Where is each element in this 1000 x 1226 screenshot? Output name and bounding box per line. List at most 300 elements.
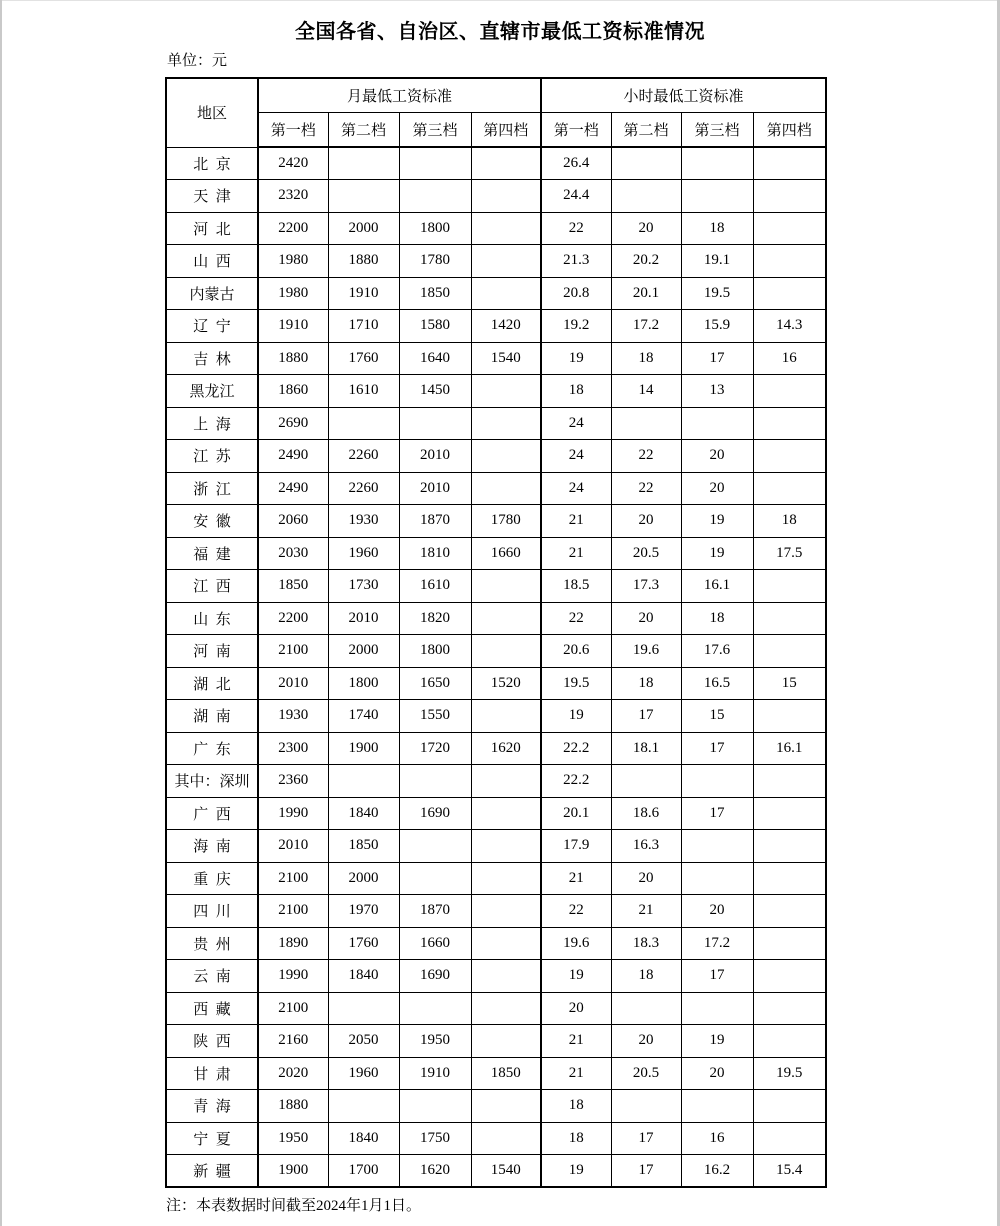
monthly-wage-cell: 1900 [328,732,399,765]
region-cell: 江 苏 [166,440,258,473]
table-row [166,375,826,408]
region-cell: 海 南 [166,830,258,863]
monthly-wage-cell: 1980 [258,245,328,278]
monthly-wage-cell [471,830,541,863]
hourly-wage-cell: 20.5 [611,1057,681,1090]
monthly-wage-cell [471,700,541,733]
monthly-wage-cell [471,245,541,278]
hourly-wage-cell [611,1090,681,1123]
monthly-wage-cell: 1990 [258,797,328,830]
header-hourly-tier-3: 第三档 [681,113,753,148]
hourly-wage-cell: 17 [611,1122,681,1155]
header-monthly-tier-1: 第一档 [258,113,328,148]
hourly-wage-cell: 22 [541,602,611,635]
monthly-wage-cell: 2200 [258,602,328,635]
hourly-wage-cell [753,700,826,733]
region-cell: 四 川 [166,895,258,928]
region-cell: 山 东 [166,602,258,635]
hourly-wage-cell: 17 [681,732,753,765]
hourly-wage-cell: 17 [681,960,753,993]
monthly-wage-cell: 2420 [258,147,328,180]
hourly-wage-cell [753,1090,826,1123]
monthly-wage-cell [471,895,541,928]
monthly-wage-cell: 1910 [258,310,328,343]
hourly-wage-cell [611,407,681,440]
monthly-wage-cell: 1870 [399,505,471,538]
hourly-wage-cell [753,375,826,408]
region-cell: 北 京 [166,147,258,180]
hourly-wage-cell: 24 [541,472,611,505]
hourly-wage-cell: 20 [681,895,753,928]
header-hourly-group-cell: 小时最低工资标准 [541,78,826,113]
hourly-wage-cell: 18.6 [611,797,681,830]
hourly-wage-cell: 19.2 [541,310,611,343]
hourly-wage-cell: 19.5 [753,1057,826,1090]
table-row [166,635,826,668]
hourly-wage-cell [611,992,681,1025]
monthly-wage-cell: 1850 [471,1057,541,1090]
monthly-wage-cell: 1550 [399,700,471,733]
hourly-wage-cell: 16 [681,1122,753,1155]
hourly-wage-cell: 17 [611,700,681,733]
hourly-wage-cell [753,830,826,863]
monthly-wage-cell: 2010 [399,472,471,505]
table-row [166,1025,826,1058]
monthly-wage-cell: 2490 [258,472,328,505]
header-region-cell: 地区 [166,78,258,147]
table-row [166,895,826,928]
hourly-wage-cell: 18 [681,602,753,635]
hourly-wage-cell [753,765,826,798]
monthly-wage-cell: 1420 [471,310,541,343]
monthly-wage-cell: 1810 [399,537,471,570]
monthly-wage-cell: 2000 [328,212,399,245]
hourly-wage-cell: 21 [541,1057,611,1090]
hourly-wage-cell: 20 [681,440,753,473]
monthly-wage-cell: 1860 [258,375,328,408]
hourly-wage-cell: 19 [541,1155,611,1188]
hourly-wage-cell [753,147,826,180]
monthly-wage-cell: 1540 [471,342,541,375]
page-top-edge [0,0,1000,1]
footnote: 注：本表数据时间截至2024年1月1日。 [166,1198,422,1214]
table-row [166,830,826,863]
region-cell: 内蒙古 [166,277,258,310]
hourly-wage-cell: 13 [681,375,753,408]
hourly-wage-cell [753,180,826,213]
monthly-wage-cell [399,180,471,213]
hourly-wage-cell: 20 [611,1025,681,1058]
monthly-wage-cell [328,147,399,180]
table-body [166,147,826,1187]
hourly-wage-cell [753,472,826,505]
monthly-wage-cell: 2200 [258,212,328,245]
table-row [166,342,826,375]
monthly-wage-cell: 1620 [471,732,541,765]
monthly-wage-cell: 1700 [328,1155,399,1188]
hourly-wage-cell: 21 [541,505,611,538]
hourly-wage-cell: 16.1 [753,732,826,765]
hourly-wage-cell: 16.5 [681,667,753,700]
region-cell: 吉 林 [166,342,258,375]
monthly-wage-cell [471,635,541,668]
hourly-wage-cell: 17 [681,342,753,375]
monthly-wage-cell: 1820 [399,602,471,635]
hourly-wage-cell: 16 [753,342,826,375]
monthly-wage-cell [471,147,541,180]
monthly-wage-cell: 1850 [258,570,328,603]
monthly-wage-cell: 1950 [258,1122,328,1155]
hourly-wage-cell: 19 [681,1025,753,1058]
monthly-wage-cell: 2360 [258,765,328,798]
hourly-wage-cell: 21.3 [541,245,611,278]
region-cell: 辽 宁 [166,310,258,343]
hourly-wage-cell: 16.2 [681,1155,753,1188]
header-monthly-group-cell: 月最低工资标准 [258,78,541,113]
region-cell: 江 西 [166,570,258,603]
monthly-wage-cell [471,1090,541,1123]
hourly-wage-cell [753,960,826,993]
hourly-wage-cell: 17.3 [611,570,681,603]
monthly-wage-cell: 2490 [258,440,328,473]
table-row [166,602,826,635]
monthly-wage-cell: 2010 [258,667,328,700]
monthly-wage-cell: 1850 [399,277,471,310]
hourly-wage-cell: 22.2 [541,732,611,765]
table-row [166,310,826,343]
monthly-wage-cell: 2020 [258,1057,328,1090]
hourly-wage-cell: 21 [541,1025,611,1058]
monthly-wage-cell [471,1122,541,1155]
hourly-wage-cell: 17.2 [611,310,681,343]
monthly-wage-cell: 1850 [328,830,399,863]
monthly-wage-cell: 1690 [399,960,471,993]
monthly-wage-cell: 1960 [328,537,399,570]
monthly-wage-cell [471,472,541,505]
hourly-wage-cell: 20 [611,862,681,895]
hourly-wage-cell: 19 [541,960,611,993]
hourly-wage-cell: 18 [541,1122,611,1155]
region-cell: 青 海 [166,1090,258,1123]
monthly-wage-cell: 1750 [399,1122,471,1155]
hourly-wage-cell: 19.1 [681,245,753,278]
monthly-wage-cell: 1610 [328,375,399,408]
monthly-wage-cell: 2300 [258,732,328,765]
hourly-wage-cell: 17.9 [541,830,611,863]
table-row [166,277,826,310]
hourly-wage-cell [753,407,826,440]
monthly-wage-cell: 1760 [328,342,399,375]
table-row [166,212,826,245]
hourly-wage-cell: 19.6 [541,927,611,960]
header-hourly-tier-2: 第二档 [611,113,681,148]
table-row [166,765,826,798]
hourly-wage-cell: 19.5 [541,667,611,700]
monthly-wage-cell: 1610 [399,570,471,603]
hourly-wage-cell [681,765,753,798]
hourly-wage-cell: 15.9 [681,310,753,343]
hourly-wage-cell: 21 [541,862,611,895]
hourly-wage-cell [753,245,826,278]
region-cell: 贵 州 [166,927,258,960]
hourly-wage-cell: 20.1 [541,797,611,830]
monthly-wage-cell: 1910 [328,277,399,310]
hourly-wage-cell: 20 [611,505,681,538]
hourly-wage-cell [681,180,753,213]
hourly-wage-cell [753,440,826,473]
monthly-wage-cell: 2160 [258,1025,328,1058]
hourly-wage-cell [681,992,753,1025]
monthly-wage-cell: 1800 [399,635,471,668]
hourly-wage-cell [681,1090,753,1123]
hourly-wage-cell [681,407,753,440]
monthly-wage-cell [328,992,399,1025]
header-tier-row [166,113,826,148]
monthly-wage-cell: 1800 [328,667,399,700]
table-row [166,472,826,505]
hourly-wage-cell: 17.6 [681,635,753,668]
monthly-wage-cell: 1880 [258,342,328,375]
hourly-wage-cell [753,1122,826,1155]
region-cell: 陕 西 [166,1025,258,1058]
region-cell: 宁 夏 [166,1122,258,1155]
hourly-wage-cell: 17 [681,797,753,830]
hourly-wage-cell: 16.1 [681,570,753,603]
header-monthly-tier-3: 第三档 [399,113,471,148]
hourly-wage-cell: 17.2 [681,927,753,960]
table-row [166,570,826,603]
hourly-wage-cell: 22 [541,212,611,245]
monthly-wage-cell [471,440,541,473]
hourly-wage-cell: 19 [681,505,753,538]
monthly-wage-cell [399,1090,471,1123]
hourly-wage-cell: 20.6 [541,635,611,668]
hourly-wage-cell: 22 [611,440,681,473]
table-row [166,537,826,570]
hourly-wage-cell: 20 [611,602,681,635]
hourly-wage-cell: 18.3 [611,927,681,960]
monthly-wage-cell [328,765,399,798]
monthly-wage-cell: 2100 [258,635,328,668]
monthly-wage-cell [471,212,541,245]
hourly-wage-cell [753,602,826,635]
monthly-wage-cell: 1650 [399,667,471,700]
region-cell: 甘 肃 [166,1057,258,1090]
region-cell: 河 南 [166,635,258,668]
hourly-wage-cell: 18 [681,212,753,245]
table-row [166,1090,826,1123]
monthly-wage-cell: 1760 [328,927,399,960]
hourly-wage-cell: 18 [541,375,611,408]
table-row [166,245,826,278]
monthly-wage-cell: 1720 [399,732,471,765]
region-cell: 西 藏 [166,992,258,1025]
monthly-wage-cell: 1710 [328,310,399,343]
monthly-wage-cell: 1730 [328,570,399,603]
hourly-wage-cell: 17.5 [753,537,826,570]
monthly-wage-cell [328,180,399,213]
region-cell: 黑龙江 [166,375,258,408]
hourly-wage-cell [753,570,826,603]
hourly-wage-cell: 20.5 [611,537,681,570]
monthly-wage-cell [399,862,471,895]
hourly-wage-cell [753,992,826,1025]
region-cell: 山 西 [166,245,258,278]
header-monthly-tier-2: 第二档 [328,113,399,148]
table-row [166,667,826,700]
table-row [166,862,826,895]
region-cell: 其中：深圳 [166,765,258,798]
hourly-wage-cell [753,862,826,895]
hourly-wage-cell [753,797,826,830]
monthly-wage-cell: 1840 [328,797,399,830]
hourly-wage-cell: 18 [611,342,681,375]
monthly-wage-cell [328,407,399,440]
monthly-wage-cell: 1540 [471,1155,541,1188]
monthly-wage-cell: 1640 [399,342,471,375]
monthly-wage-cell [399,830,471,863]
hourly-wage-cell: 22.2 [541,765,611,798]
monthly-wage-cell: 2000 [328,635,399,668]
monthly-wage-cell: 1690 [399,797,471,830]
header-hourly-tier-4: 第四档 [753,113,826,148]
monthly-wage-cell [399,992,471,1025]
header-monthly-tier-4: 第四档 [471,113,541,148]
table-row [166,797,826,830]
monthly-wage-cell: 1520 [471,667,541,700]
monthly-wage-cell [471,797,541,830]
table-row [166,700,826,733]
hourly-wage-cell: 20.1 [611,277,681,310]
monthly-wage-cell [328,1090,399,1123]
monthly-wage-cell: 1900 [258,1155,328,1188]
monthly-wage-cell: 1980 [258,277,328,310]
region-cell: 河 北 [166,212,258,245]
hourly-wage-cell: 17 [611,1155,681,1188]
table-row [166,180,826,213]
monthly-wage-cell [471,1025,541,1058]
table-row [166,505,826,538]
monthly-wage-cell: 1960 [328,1057,399,1090]
monthly-wage-cell: 1930 [328,505,399,538]
region-cell: 云 南 [166,960,258,993]
hourly-wage-cell [753,1025,826,1058]
hourly-wage-cell [753,895,826,928]
hourly-wage-cell: 24 [541,440,611,473]
monthly-wage-cell: 1840 [328,1122,399,1155]
header-hourly-tier-1: 第一档 [541,113,611,148]
monthly-wage-cell: 2000 [328,862,399,895]
monthly-wage-cell: 2030 [258,537,328,570]
monthly-wage-cell: 1910 [399,1057,471,1090]
monthly-wage-cell: 1880 [328,245,399,278]
monthly-wage-cell [471,375,541,408]
monthly-wage-cell [399,407,471,440]
hourly-wage-cell: 18 [611,667,681,700]
hourly-wage-cell: 15 [753,667,826,700]
monthly-wage-cell: 2100 [258,992,328,1025]
table-row [166,992,826,1025]
hourly-wage-cell: 19 [541,342,611,375]
monthly-wage-cell [471,960,541,993]
hourly-wage-cell: 26.4 [541,147,611,180]
monthly-wage-cell: 2100 [258,862,328,895]
monthly-wage-cell [471,992,541,1025]
hourly-wage-cell: 19 [541,700,611,733]
monthly-wage-cell: 1660 [399,927,471,960]
hourly-wage-cell: 18.1 [611,732,681,765]
monthly-wage-cell: 1840 [328,960,399,993]
monthly-wage-cell [471,407,541,440]
table-row [166,927,826,960]
region-cell: 天 津 [166,180,258,213]
monthly-wage-cell: 2010 [258,830,328,863]
hourly-wage-cell: 19.5 [681,277,753,310]
hourly-wage-cell: 20 [681,472,753,505]
hourly-wage-cell: 20.2 [611,245,681,278]
monthly-wage-cell [471,602,541,635]
monthly-wage-cell: 2050 [328,1025,399,1058]
hourly-wage-cell: 22 [611,472,681,505]
monthly-wage-cell: 2690 [258,407,328,440]
page-title: 全国各省、自治区、直辖市最低工资标准情况 [295,21,705,43]
region-cell: 广 东 [166,732,258,765]
hourly-wage-cell: 19.6 [611,635,681,668]
hourly-wage-cell [681,862,753,895]
monthly-wage-cell [471,570,541,603]
hourly-wage-cell: 18 [611,960,681,993]
hourly-wage-cell: 20.8 [541,277,611,310]
monthly-wage-cell: 1450 [399,375,471,408]
hourly-wage-cell [753,927,826,960]
monthly-wage-cell: 1990 [258,960,328,993]
region-cell: 新 疆 [166,1155,258,1188]
monthly-wage-cell [399,765,471,798]
hourly-wage-cell [681,147,753,180]
monthly-wage-cell [471,862,541,895]
region-cell: 福 建 [166,537,258,570]
hourly-wage-cell: 16.3 [611,830,681,863]
region-cell: 广 西 [166,797,258,830]
monthly-wage-cell [399,147,471,180]
monthly-wage-cell: 1800 [399,212,471,245]
table-row [166,1057,826,1090]
monthly-wage-cell [471,180,541,213]
table-row [166,147,826,180]
monthly-wage-cell: 2320 [258,180,328,213]
region-cell: 安 徽 [166,505,258,538]
monthly-wage-cell: 1740 [328,700,399,733]
monthly-wage-cell: 1780 [471,505,541,538]
hourly-wage-cell: 14 [611,375,681,408]
table-row [166,960,826,993]
hourly-wage-cell: 24 [541,407,611,440]
page-left-edge [0,0,2,1226]
hourly-wage-cell: 21 [541,537,611,570]
hourly-wage-cell: 18 [541,1090,611,1123]
monthly-wage-cell: 1620 [399,1155,471,1188]
region-cell: 重 庆 [166,862,258,895]
hourly-wage-cell: 15.4 [753,1155,826,1188]
monthly-wage-cell: 2010 [399,440,471,473]
hourly-wage-cell: 19 [681,537,753,570]
monthly-wage-cell: 2260 [328,440,399,473]
monthly-wage-cell [471,277,541,310]
region-cell: 湖 南 [166,700,258,733]
hourly-wage-cell: 18 [753,505,826,538]
hourly-wage-cell [611,147,681,180]
hourly-wage-cell [753,277,826,310]
